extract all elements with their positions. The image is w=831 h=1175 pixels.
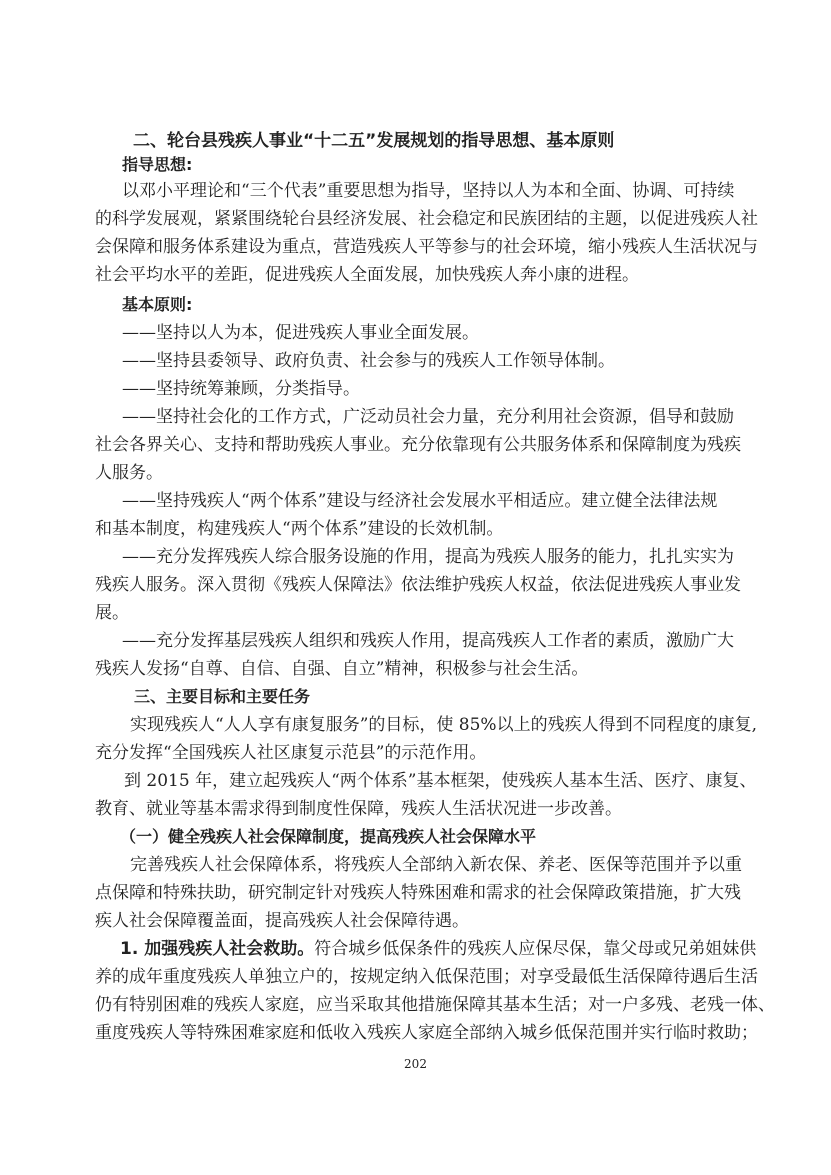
paragraph-line: 社会平均水平的差距，促进残疾人全面发展，加快残疾人奔小康的进程。 — [95, 265, 639, 285]
paragraph-line: 的科学发展观，紧紧围绕轮台县经济发展、社会稳定和民族团结的主题，以促进残疾人社 — [95, 209, 758, 229]
paragraph-line: 会保障和服务体系建设为重点，营造残疾人平等参与的社会环境，缩小残疾人生活状况与 — [95, 237, 758, 257]
principle-line: ——充分发挥残疾人综合服务设施的作用，提高为残疾人服务的能力，扎扎实实为 — [122, 547, 734, 567]
paragraph-line: 重度残疾人等特殊困难家庭和低收入残疾人家庭全部纳入城乡低保范围并实行临时救助； — [95, 1023, 758, 1043]
principle-line: 展。 — [95, 603, 129, 623]
principle-line: ——坚持以人为本，促进残疾人事业全面发展。 — [122, 323, 479, 343]
principle-line: 和基本制度，构建残疾人“两个体系”建设的长效机制。 — [95, 519, 504, 539]
subsection-heading-1: （一）健全残疾人社会保障制度，提高残疾人社会保障水平 — [120, 827, 537, 846]
principle-line: ——坚持统筹兼顾，分类指导。 — [122, 379, 360, 399]
principle-line: ——坚持县委领导、政府负责、社会参与的残疾人工作领导体制。 — [122, 351, 615, 371]
paragraph-line: 完善残疾人社会保障体系，将残疾人全部纳入新农保、养老、医保等范围并予以重 — [130, 855, 742, 875]
principle-line: 社会各界关心、支持和帮助残疾人事业。充分依靠现有公共服务体系和保障制度为残疾 — [95, 435, 741, 455]
section-heading-2: 二、轮台县残疾人事业“十二五”发展规划的指导思想、基本原则 — [133, 131, 615, 151]
section-heading-3: 三、主要目标和主要任务 — [134, 687, 311, 706]
paragraph-line: 疾人社会保障覆盖面，提高残疾人社会保障待遇。 — [95, 911, 469, 931]
principle-line: 残疾人服务。深入贯彻《残疾人保障法》依法维护残疾人权益，依法促进残疾人事业发 — [95, 575, 741, 595]
paragraph-line: 点保障和特殊扶助，研究制定针对残疾人特殊困难和需求的社会保障政策措施，扩大残 — [95, 883, 741, 903]
subheading-guiding-thought: 指导思想: — [122, 155, 193, 174]
paragraph-line: 实现残疾人“人人享有康复服务”的目标，使 85%以上的残疾人得到不同程度的康复, — [130, 715, 757, 735]
paragraph-line: 到 2015 年，建立起残疾人“两个体系”基本框架，使残疾人基本生活、医疗、康复、 — [124, 771, 757, 791]
paragraph-line: 教育、就业等基本需求得到制度性保障，残疾人生活状况进一步改善。 — [95, 799, 622, 819]
principle-line: ——充分发挥基层残疾人组织和残疾人作用，提高残疾人工作者的素质，激励广大 — [122, 631, 734, 651]
item-1-line — [120, 938, 756, 960]
item-1-text: 符合城乡低保条件的残疾人应保尽保，靠父母或兄弟姐妹供 — [314, 939, 757, 959]
principle-line: 残疾人发扬“自尊、自信、自强、自立”精神，积极参与社会生活。 — [95, 659, 589, 679]
paragraph-line: 以邓小平理论和“三个代表”重要思想为指导，坚持以人为本和全面、协调、可持续 — [122, 181, 735, 201]
paragraph-line: 养的成年重度残疾人单独立户的，按规定纳入低保范围；对享受最低生活保障待遇后生活 — [95, 967, 758, 987]
subheading-basic-principles: 基本原则: — [122, 295, 193, 314]
principle-line: ——坚持残疾人“两个体系”建设与经济社会发展水平相适应。建立健全法律法规 — [122, 491, 718, 511]
page-number: 202 — [404, 1057, 427, 1071]
principle-line: ——坚持社会化的工作方式，广泛动员社会力量，充分利用社会资源，倡导和鼓励 — [122, 407, 734, 427]
paragraph-line: 仍有特别困难的残疾人家庭，应当采取其他措施保障其基本生活；对一户多残、老残一体、 — [95, 995, 775, 1015]
principle-line: 人服务。 — [95, 463, 163, 483]
item-1-heading: 1. 加强残疾人社会救助。 — [120, 939, 315, 959]
paragraph-line: 充分发挥“全国残疾人社区康复示范县”的示范作用。 — [95, 743, 487, 763]
